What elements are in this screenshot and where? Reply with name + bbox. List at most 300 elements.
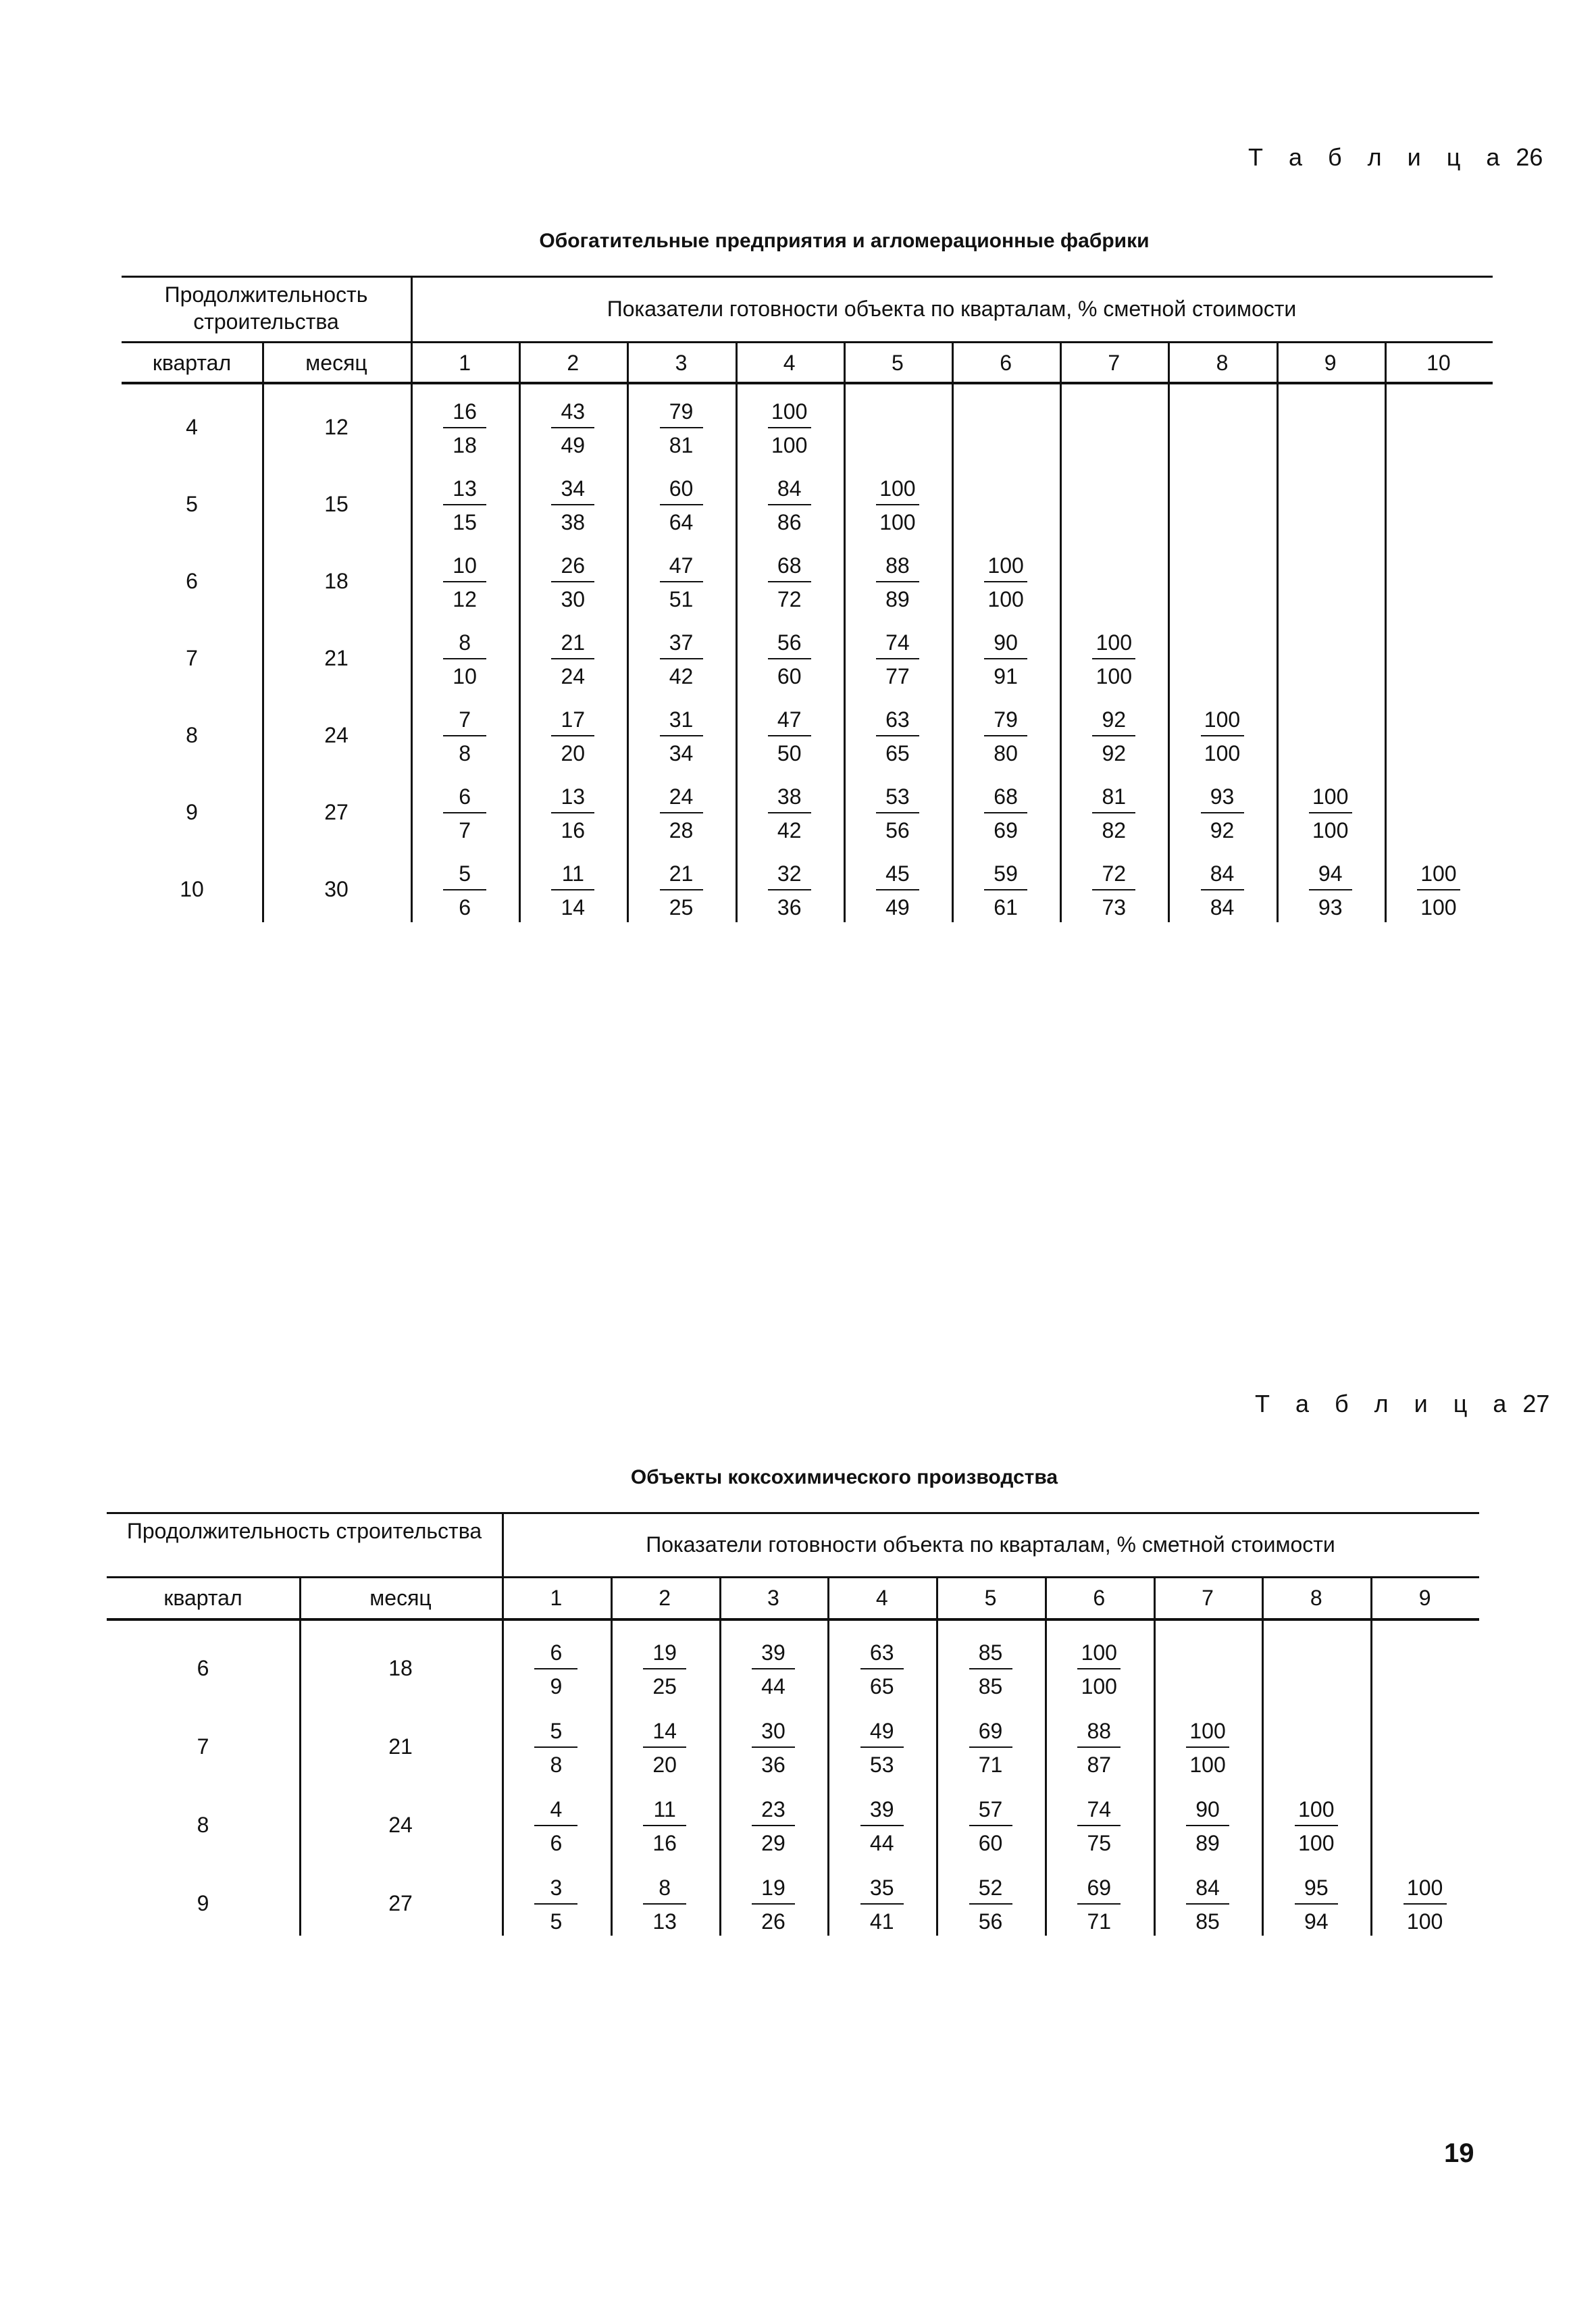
- quarter-cell: 6: [197, 1656, 209, 1680]
- fraction-bar: [660, 581, 703, 582]
- fraction-cell: [1167, 1717, 1248, 1779]
- fraction-bar: [1077, 1825, 1121, 1826]
- fraction-numerator: 84: [1195, 1876, 1220, 1900]
- fraction-cell: [515, 1638, 596, 1701]
- fraction-bar: [1201, 889, 1244, 890]
- column-divider: [611, 1576, 613, 1936]
- fraction-cell: [532, 474, 613, 536]
- fraction-cell: [532, 859, 613, 922]
- fraction-bar: [1186, 1825, 1229, 1826]
- fraction-denominator: 60: [978, 1831, 1003, 1855]
- fraction-denominator: 6: [459, 895, 471, 920]
- fraction-denominator: 56: [885, 818, 910, 842]
- fraction-numerator: 11: [561, 861, 584, 886]
- fraction-cell: [532, 628, 613, 690]
- fraction-denominator: 49: [885, 895, 910, 920]
- fraction-cell: [515, 1873, 596, 1936]
- fraction-bar: [443, 427, 486, 428]
- fraction-denominator: 42: [777, 818, 802, 842]
- fraction-bar: [1186, 1746, 1229, 1748]
- month-cell: 24: [388, 1813, 413, 1837]
- fraction-bar: [443, 735, 486, 736]
- fraction-cell: [1182, 782, 1263, 845]
- fraction-denominator: 49: [561, 433, 586, 457]
- fraction-numerator: 93: [1210, 784, 1235, 809]
- header-quarter-number: 4: [875, 1586, 888, 1610]
- fraction-bar: [984, 581, 1027, 582]
- fraction-denominator: 65: [885, 741, 910, 765]
- fraction-denominator: 8: [550, 1753, 563, 1777]
- fraction-numerator: 47: [777, 707, 802, 732]
- header-duration: Продолжительность строительства: [126, 1519, 482, 1543]
- header-quarter-number: 8: [1310, 1586, 1322, 1610]
- quarter-cell: 9: [197, 1891, 209, 1915]
- fraction-bar: [1201, 735, 1244, 736]
- fraction-bar: [551, 658, 594, 659]
- fraction-denominator: 100: [771, 433, 808, 457]
- fraction-cell: [424, 859, 505, 922]
- fraction-denominator: 8: [459, 741, 471, 765]
- fraction-denominator: 24: [561, 664, 586, 688]
- fraction-numerator: 84: [1210, 861, 1235, 886]
- fraction-numerator: 68: [777, 553, 802, 578]
- fraction-denominator: 100: [1298, 1831, 1335, 1855]
- fraction-numerator: 69: [1087, 1876, 1112, 1900]
- column-divider: [827, 1576, 829, 1936]
- fraction-bar: [860, 1746, 904, 1748]
- fraction-cell: [641, 397, 722, 459]
- fraction-denominator: 100: [1189, 1753, 1226, 1777]
- fraction-bar: [752, 1746, 795, 1748]
- fraction-denominator: 91: [994, 664, 1018, 688]
- fraction-numerator: 60: [669, 476, 694, 501]
- fraction-denominator: 71: [1087, 1909, 1112, 1934]
- fraction-numerator: 24: [669, 784, 694, 809]
- column-divider: [1168, 341, 1170, 922]
- fraction-bar: [643, 1668, 686, 1669]
- fraction-bar: [1092, 658, 1135, 659]
- fraction-bar: [1077, 1668, 1121, 1669]
- header-indicators: Показатели готовности объекта по кварталам, % сметной стоимости: [607, 296, 1297, 321]
- fraction-denominator: 6: [550, 1831, 563, 1855]
- column-divider: [1385, 341, 1387, 922]
- header-quarter-number: 5: [891, 351, 904, 375]
- fraction-cell: [641, 628, 722, 690]
- fraction-denominator: 16: [561, 818, 586, 842]
- fraction-numerator: 92: [1102, 707, 1127, 732]
- fraction-bar: [660, 427, 703, 428]
- fraction-denominator: 71: [978, 1753, 1003, 1777]
- fraction-denominator: 15: [453, 510, 477, 534]
- fraction-denominator: 28: [669, 818, 694, 842]
- fraction-cell: [950, 1795, 1031, 1857]
- fraction-numerator: 39: [869, 1797, 894, 1821]
- month-cell: 21: [388, 1734, 413, 1759]
- fraction-denominator: 89: [885, 587, 910, 611]
- fraction-numerator: 56: [777, 630, 802, 655]
- fraction-numerator: 8: [659, 1876, 671, 1900]
- column-divider: [1370, 1576, 1372, 1936]
- fraction-numerator: 34: [561, 476, 586, 501]
- fraction-cell: [624, 1638, 705, 1701]
- fraction-bar: [860, 1668, 904, 1669]
- fraction-denominator: 53: [869, 1753, 894, 1777]
- fraction-cell: [857, 628, 938, 690]
- header-quarter-number: 1: [459, 351, 471, 375]
- column-divider: [1262, 1576, 1264, 1936]
- fraction-bar: [443, 889, 486, 890]
- fraction-cell: [857, 551, 938, 613]
- fraction-cell: [624, 1717, 705, 1779]
- header-quarter-number: 2: [567, 351, 580, 375]
- fraction-denominator: 16: [652, 1831, 677, 1855]
- fraction-numerator: 5: [550, 1719, 563, 1743]
- fraction-bar: [876, 812, 919, 813]
- month-cell: 12: [324, 415, 349, 439]
- fraction-cell: [424, 705, 505, 768]
- header-quarter-number: 8: [1216, 351, 1229, 375]
- fraction-cell: [1290, 782, 1371, 845]
- fraction-numerator: 59: [994, 861, 1018, 886]
- fraction-bar: [1404, 1903, 1447, 1905]
- month-cell: 24: [324, 723, 349, 747]
- table-26-number: [1248, 143, 1543, 172]
- fraction-numerator: 94: [1318, 861, 1343, 886]
- fraction-denominator: 81: [669, 433, 694, 457]
- fraction-denominator: 93: [1318, 895, 1343, 920]
- fraction-bar: [643, 1903, 686, 1905]
- fraction-cell: [532, 551, 613, 613]
- fraction-cell: [749, 782, 830, 845]
- fraction-bar: [643, 1825, 686, 1826]
- fraction-numerator: 14: [652, 1719, 677, 1743]
- table-number-label: Т а б л и ц а: [1255, 1390, 1516, 1417]
- fraction-numerator: 72: [1102, 861, 1127, 886]
- fraction-numerator: 13: [561, 784, 586, 809]
- header-quarter-number: 9: [1418, 1586, 1431, 1610]
- fraction-numerator: 100: [1298, 1797, 1335, 1821]
- table-top-rule: [107, 1512, 1479, 1514]
- fraction-bar: [876, 889, 919, 890]
- fraction-numerator: 79: [669, 399, 694, 424]
- fraction-bar: [876, 504, 919, 505]
- fraction-bar: [551, 812, 594, 813]
- fraction-numerator: 45: [885, 861, 910, 886]
- header-quarter-number: 5: [984, 1586, 997, 1610]
- month-cell: 27: [324, 800, 349, 824]
- column-divider: [736, 341, 738, 922]
- fraction-numerator: 100: [1312, 784, 1349, 809]
- fraction-denominator: 80: [994, 741, 1018, 765]
- fraction-bar: [551, 735, 594, 736]
- header-bottom-rule: [107, 1618, 1479, 1621]
- fraction-denominator: 100: [1204, 741, 1241, 765]
- fraction-cell: [1398, 859, 1479, 922]
- fraction-cell: [641, 705, 722, 768]
- fraction-bar: [643, 1746, 686, 1748]
- fraction-cell: [1182, 705, 1263, 768]
- fraction-numerator: 19: [652, 1640, 677, 1665]
- fraction-bar: [443, 812, 486, 813]
- fraction-numerator: 85: [978, 1640, 1003, 1665]
- header-quarter: квартал: [163, 1586, 242, 1610]
- fraction-cell: [842, 1638, 923, 1701]
- fraction-numerator: 16: [453, 399, 477, 424]
- fraction-numerator: 100: [1081, 1640, 1117, 1665]
- fraction-cell: [842, 1795, 923, 1857]
- fraction-cell: [857, 859, 938, 922]
- fraction-denominator: 56: [978, 1909, 1003, 1934]
- fraction-cell: [1058, 1638, 1139, 1701]
- fraction-cell: [515, 1717, 596, 1779]
- quarter-cell: 9: [186, 800, 198, 824]
- table-number-value: 27: [1522, 1390, 1550, 1417]
- fraction-cell: [733, 1873, 814, 1936]
- fraction-numerator: 17: [561, 707, 586, 732]
- quarter-cell: 10: [180, 877, 204, 901]
- fraction-cell: [624, 1873, 705, 1936]
- fraction-numerator: 8: [459, 630, 471, 655]
- fraction-bar: [984, 812, 1027, 813]
- fraction-denominator: 7: [459, 818, 471, 842]
- header-quarter-number: 7: [1108, 351, 1121, 375]
- fraction-bar: [752, 1825, 795, 1826]
- fraction-numerator: 35: [869, 1876, 894, 1900]
- fraction-bar: [1201, 812, 1244, 813]
- fraction-denominator: 44: [761, 1674, 786, 1699]
- fraction-denominator: 85: [978, 1674, 1003, 1699]
- fraction-cell: [857, 474, 938, 536]
- header-month: месяц: [305, 351, 367, 375]
- fraction-bar: [876, 581, 919, 582]
- fraction-denominator: 20: [561, 741, 586, 765]
- quarter-cell: 8: [186, 723, 198, 747]
- fraction-denominator: 75: [1087, 1831, 1112, 1855]
- fraction-bar: [860, 1825, 904, 1826]
- fraction-numerator: 95: [1304, 1876, 1329, 1900]
- fraction-denominator: 51: [669, 587, 694, 611]
- fraction-bar: [969, 1903, 1012, 1905]
- fraction-denominator: 69: [994, 818, 1018, 842]
- fraction-numerator: 52: [978, 1876, 1003, 1900]
- fraction-cell: [1058, 1873, 1139, 1936]
- fraction-cell: [1058, 1717, 1139, 1779]
- header-mid-rule: [107, 1576, 1479, 1578]
- fraction-numerator: 31: [669, 707, 694, 732]
- fraction-cell: [857, 705, 938, 768]
- fraction-denominator: 100: [879, 510, 916, 534]
- fraction-denominator: 38: [561, 510, 586, 534]
- fraction-numerator: 21: [669, 861, 694, 886]
- fraction-numerator: 19: [761, 1876, 786, 1900]
- fraction-cell: [424, 551, 505, 613]
- fraction-bar: [1092, 889, 1135, 890]
- fraction-bar: [1417, 889, 1460, 890]
- fraction-cell: [965, 782, 1046, 845]
- fraction-bar: [1295, 1825, 1338, 1826]
- fraction-cell: [1167, 1873, 1248, 1936]
- fraction-numerator: 88: [885, 553, 910, 578]
- fraction-numerator: 74: [885, 630, 910, 655]
- fraction-bar: [969, 1825, 1012, 1826]
- fraction-numerator: 3: [550, 1876, 563, 1900]
- fraction-cell: [1385, 1873, 1466, 1936]
- fraction-numerator: 100: [1406, 1876, 1443, 1900]
- fraction-cell: [749, 474, 830, 536]
- fraction-cell: [749, 397, 830, 459]
- fraction-denominator: 36: [761, 1753, 786, 1777]
- fraction-cell: [1073, 628, 1154, 690]
- fraction-bar: [660, 735, 703, 736]
- fraction-numerator: 69: [978, 1719, 1003, 1743]
- column-divider: [1060, 341, 1062, 922]
- fraction-bar: [768, 735, 811, 736]
- fraction-numerator: 81: [1102, 784, 1127, 809]
- table-26-title: Обогатительные предприятия и агломерационные фабрики: [539, 230, 1150, 252]
- fraction-bar: [660, 658, 703, 659]
- fraction-denominator: 10: [453, 664, 477, 688]
- fraction-numerator: 26: [561, 553, 586, 578]
- fraction-denominator: 29: [761, 1831, 786, 1855]
- fraction-cell: [1182, 859, 1263, 922]
- fraction-numerator: 49: [869, 1719, 894, 1743]
- header-quarter-number: 6: [1093, 1586, 1106, 1610]
- fraction-denominator: 60: [777, 664, 802, 688]
- fraction-numerator: 57: [978, 1797, 1003, 1821]
- fraction-numerator: 23: [761, 1797, 786, 1821]
- header-quarter-number: 3: [675, 351, 688, 375]
- fraction-denominator: 100: [1096, 664, 1132, 688]
- fraction-bar: [984, 735, 1027, 736]
- fraction-bar: [876, 735, 919, 736]
- fraction-numerator: 74: [1087, 1797, 1112, 1821]
- header-quarter-number: 10: [1426, 351, 1451, 375]
- fraction-denominator: 100: [1420, 895, 1457, 920]
- fraction-numerator: 100: [1189, 1719, 1226, 1743]
- fraction-cell: [624, 1795, 705, 1857]
- fraction-bar: [768, 427, 811, 428]
- fraction-bar: [1092, 812, 1135, 813]
- fraction-denominator: 30: [561, 587, 586, 611]
- fraction-cell: [733, 1795, 814, 1857]
- fraction-numerator: 79: [994, 707, 1018, 732]
- fraction-denominator: 92: [1102, 741, 1127, 765]
- fraction-denominator: 18: [453, 433, 477, 457]
- fraction-cell: [515, 1795, 596, 1857]
- fraction-denominator: 64: [669, 510, 694, 534]
- quarter-cell: 8: [197, 1813, 209, 1837]
- fraction-cell: [424, 628, 505, 690]
- fraction-denominator: 100: [1406, 1909, 1443, 1934]
- fraction-numerator: 84: [777, 476, 802, 501]
- fraction-numerator: 90: [1195, 1797, 1220, 1821]
- fraction-cell: [749, 859, 830, 922]
- header-quarter-number: 2: [659, 1586, 671, 1610]
- fraction-numerator: 11: [653, 1797, 676, 1821]
- column-divider: [719, 1576, 721, 1936]
- fraction-bar: [443, 504, 486, 505]
- fraction-bar: [752, 1903, 795, 1905]
- fraction-cell: [749, 705, 830, 768]
- fraction-bar: [534, 1668, 577, 1669]
- fraction-numerator: 7: [459, 707, 471, 732]
- fraction-bar: [876, 658, 919, 659]
- fraction-bar: [443, 581, 486, 582]
- column-divider: [1154, 1576, 1156, 1936]
- fraction-denominator: 85: [1195, 1909, 1220, 1934]
- fraction-cell: [950, 1873, 1031, 1936]
- fraction-numerator: 88: [1087, 1719, 1112, 1743]
- fraction-cell: [532, 782, 613, 845]
- fraction-denominator: 14: [561, 895, 586, 920]
- header-quarter-number: 3: [767, 1586, 779, 1610]
- fraction-cell: [532, 397, 613, 459]
- header-quarter-number: 6: [1000, 351, 1012, 375]
- fraction-cell: [749, 551, 830, 613]
- header-quarter: квартал: [152, 351, 232, 375]
- column-divider: [844, 341, 846, 922]
- fraction-numerator: 100: [987, 553, 1024, 578]
- table-27-number: [1255, 1390, 1549, 1418]
- fraction-cell: [857, 782, 938, 845]
- fraction-denominator: 89: [1195, 1831, 1220, 1855]
- month-cell: 18: [388, 1656, 413, 1680]
- fraction-numerator: 39: [761, 1640, 786, 1665]
- fraction-numerator: 100: [771, 399, 808, 424]
- fraction-denominator: 44: [869, 1831, 894, 1855]
- fraction-cell: [965, 859, 1046, 922]
- fraction-cell: [641, 782, 722, 845]
- fraction-denominator: 86: [777, 510, 802, 534]
- month-cell: 15: [324, 492, 349, 516]
- fraction-cell: [641, 859, 722, 922]
- fraction-numerator: 5: [459, 861, 471, 886]
- fraction-numerator: 13: [453, 476, 477, 501]
- fraction-numerator: 53: [885, 784, 910, 809]
- fraction-numerator: 63: [869, 1640, 894, 1665]
- fraction-denominator: 41: [869, 1909, 894, 1934]
- fraction-bar: [752, 1668, 795, 1669]
- page-number: 19: [1444, 2138, 1474, 2168]
- fraction-cell: [1073, 782, 1154, 845]
- fraction-numerator: 100: [879, 476, 916, 501]
- fraction-denominator: 36: [777, 895, 802, 920]
- fraction-numerator: 6: [550, 1640, 563, 1665]
- fraction-denominator: 72: [777, 587, 802, 611]
- fraction-denominator: 25: [652, 1674, 677, 1699]
- fraction-bar: [1092, 735, 1135, 736]
- header-quarter-number: 9: [1324, 351, 1337, 375]
- fraction-bar: [551, 504, 594, 505]
- fraction-cell: [1058, 1795, 1139, 1857]
- fraction-cell: [424, 782, 505, 845]
- fraction-bar: [551, 889, 594, 890]
- table-number-value: 26: [1516, 143, 1543, 171]
- month-cell: 18: [324, 569, 349, 593]
- fraction-cell: [1073, 705, 1154, 768]
- quarter-cell: 6: [186, 569, 198, 593]
- fraction-denominator: 100: [987, 587, 1024, 611]
- fraction-denominator: 34: [669, 741, 694, 765]
- fraction-numerator: 100: [1096, 630, 1132, 655]
- fraction-bar: [534, 1903, 577, 1905]
- fraction-bar: [551, 427, 594, 428]
- fraction-denominator: 61: [994, 895, 1018, 920]
- fraction-cell: [1073, 859, 1154, 922]
- fraction-bar: [860, 1903, 904, 1905]
- fraction-bar: [443, 658, 486, 659]
- header-bottom-rule: [122, 382, 1493, 384]
